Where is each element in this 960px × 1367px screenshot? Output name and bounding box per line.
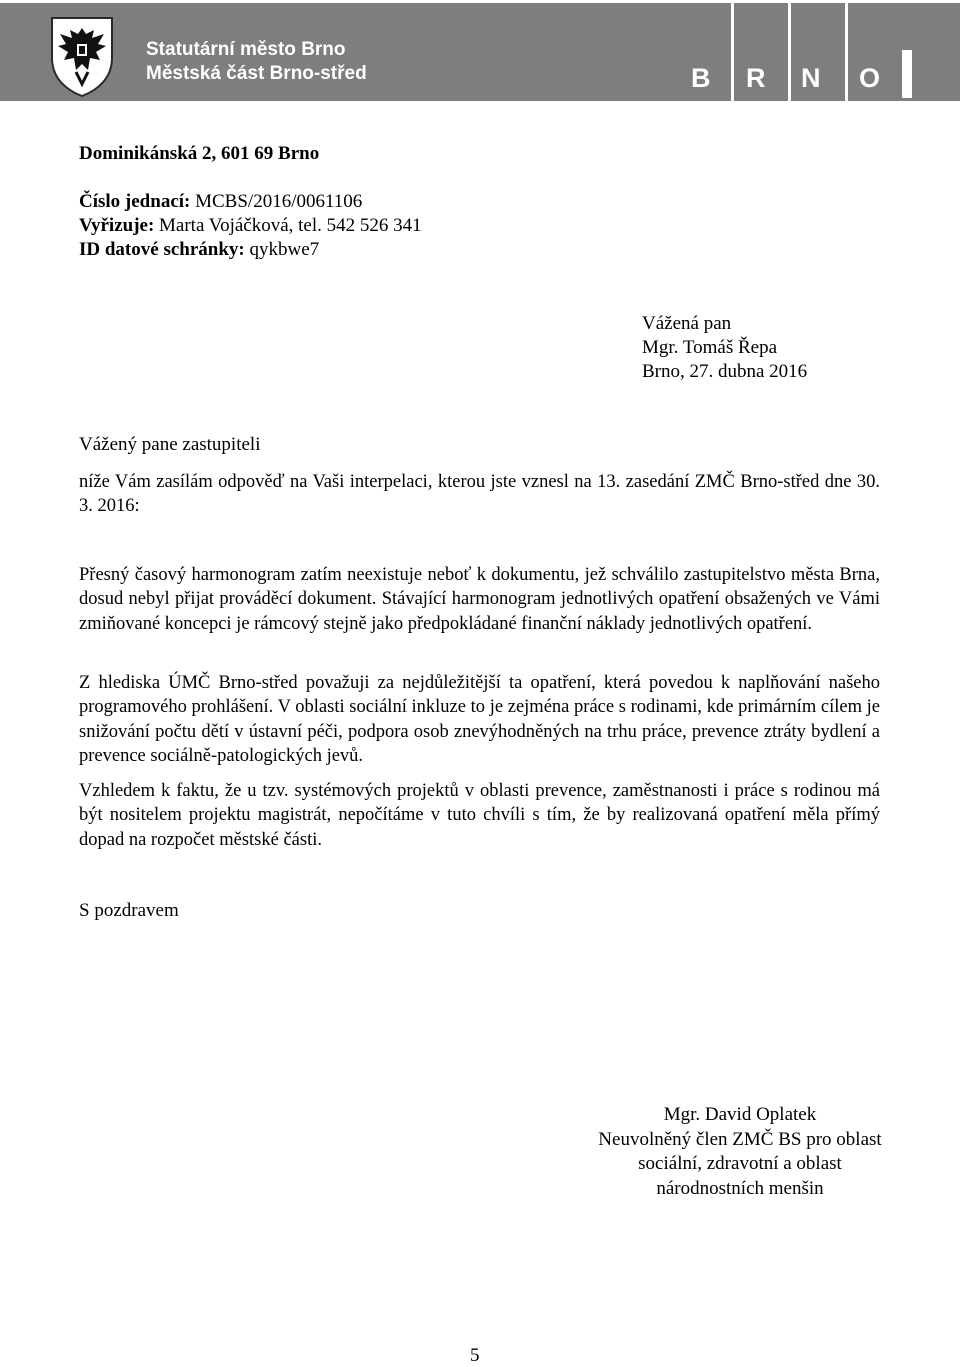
logo-letter-n: N: [801, 63, 821, 93]
closing: S pozdravem: [79, 900, 179, 921]
letter-date: Brno, 27. dubna 2016: [642, 361, 808, 382]
signatory-title-2: sociální, zdravotní a oblast: [638, 1153, 842, 1174]
org-line-2: Městská část Brno-střed: [146, 63, 367, 84]
brno-logo: [674, 3, 960, 101]
body-paragraph-3: Vzhledem k faktu, že u tzv. systémových projektů v oblasti prevence, zaměstnanosti i práce s rodinou má být nositelem projektu magistrát, nepočítáme v tuto chvíli s tím, že by realizovaná opatření měla přímý dopad na rozpočet městské části.: [79, 781, 880, 850]
org-line-1: Statutární město Brno: [146, 39, 346, 60]
logo-end-bar: [902, 50, 912, 98]
signatory-title-1: Neuvolněný člen ZMČ BS pro oblast: [598, 1128, 882, 1150]
page-number: 5: [470, 1345, 480, 1366]
body-paragraph-2: Z hlediska ÚMČ Brno-střed považuji za nejdůležitější ta opatření, která povedou k naplňování našeho programového prohlášení. V oblasti sociální inkluze to je zejména práce s rodinami, kde primárním cílem je snižování počtu dětí v ústavní péči, podpora osob znevýhodněných na trhu práce, prevence ztráty bydlení a prevence sociálně-patologických jevů.: [79, 673, 880, 767]
logo-letter-o: O: [859, 63, 881, 93]
recipient-name: Mgr. Tomáš Řepa: [642, 337, 778, 358]
recipient-block: [642, 312, 807, 384]
logo-letter-r: R: [746, 63, 766, 93]
signatory-title-3: národnostních menšin: [656, 1177, 824, 1199]
handler-info: Vyřizuje: Marta Vojáčková, tel. 542 526 341: [79, 215, 422, 236]
recipient-salutation: Vážená pan: [642, 313, 732, 334]
intro-paragraph: níže Vám zasílám odpověď na Vaši interpelaci, kterou jste vznesl na 13. zasedání ZMČ Brno-střed dne 30. 3. 2016:: [79, 472, 880, 517]
salutation: Vážený pane zastupiteli: [79, 434, 261, 455]
city-crest-eagle-icon: [48, 14, 116, 98]
logo-divider: [845, 3, 848, 101]
logo-letter-b: B: [691, 63, 711, 93]
body-paragraph-1: Přesný časový harmonogram zatím neexistuje neboť k dokumentu, jež schválilo zastupitelstvo města Brna, dosud nebyl přijat prováděcí dokument. Stávající harmonogram jednotlivých opatření obsažených ve Vámi zmiňované koncepci je rámcový stejně jako předpokládané finanční náklady jednotlivých opatření.: [79, 565, 880, 634]
logo-divider: [731, 3, 734, 101]
logo-divider: [788, 3, 791, 101]
letterhead: [0, 0, 960, 102]
databox-id: ID datové schránky: qykbwe7: [79, 239, 320, 260]
organization-name: [146, 38, 367, 86]
reference-number: Číslo jednací: MCBS/2016/0061106: [79, 191, 363, 212]
signature-block: [490, 1103, 960, 1201]
reference-info: [79, 190, 422, 262]
sender-address: Dominikánská 2, 601 69 Brno: [79, 143, 320, 164]
signatory-name: Mgr. David Oplatek: [663, 1104, 817, 1125]
